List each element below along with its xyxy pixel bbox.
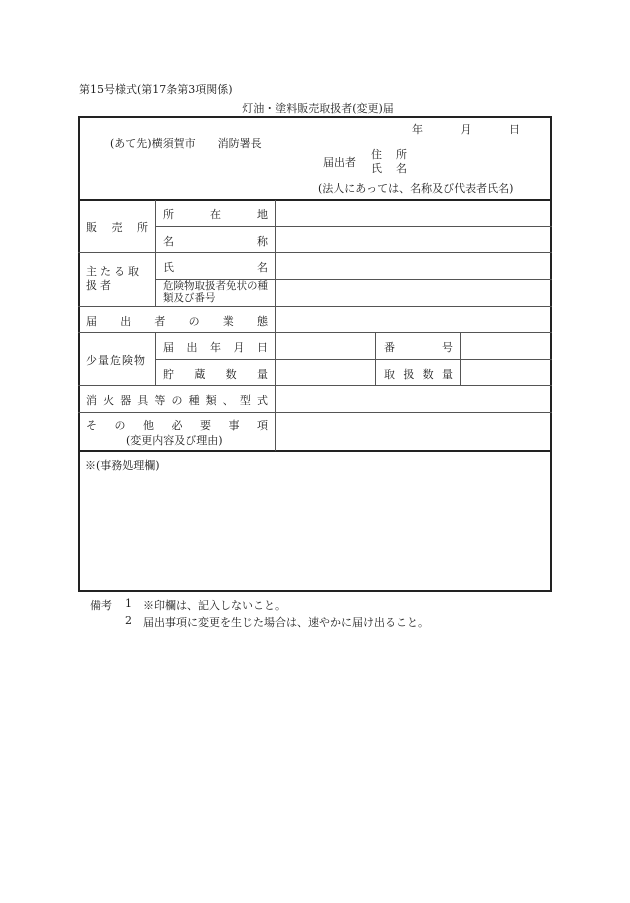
handler-name-input[interactable] <box>276 253 551 279</box>
other-sublabel: (変更内容及び理由) <box>126 434 223 447</box>
handler-name-label: 氏 名 <box>163 261 268 274</box>
number-label: 番 号 <box>384 341 453 354</box>
notes-label: 備考 <box>90 599 112 612</box>
note-1-number: 1 <box>125 597 132 610</box>
form-title: 灯油・塗料販売取扱者(変更)届 <box>242 102 394 115</box>
note-2-number: 2 <box>125 614 132 627</box>
small-hazard-label: 少量危険物 <box>86 354 146 367</box>
location-label: 所 在 地 <box>163 208 268 221</box>
storage-qty-input[interactable] <box>276 360 374 385</box>
extinguisher-input[interactable] <box>276 386 551 412</box>
note-2-text: 届出事項に変更を生じた場合は、速やかに届け出ること。 <box>143 616 429 629</box>
note-1-text: ※印欄は、記入しないこと。 <box>143 599 286 612</box>
notify-date-input[interactable] <box>276 333 374 359</box>
month-label: 月 <box>460 123 472 136</box>
location-input[interactable] <box>276 200 551 226</box>
business-type-input[interactable] <box>276 307 551 332</box>
year-label: 年 <box>412 123 423 136</box>
day-label: 日 <box>509 123 520 136</box>
storage-qty-label: 貯 蔵 数 量 <box>163 368 268 381</box>
number-input[interactable] <box>461 333 551 359</box>
main-handler-label: 主たる取扱者 <box>86 265 142 292</box>
address-label: 住 所 <box>371 148 407 161</box>
office-use-label: ※(事務処理欄) <box>85 459 160 472</box>
extinguisher-label: 消 火 器 具 等 の 種 類 、 型 式 <box>86 394 268 407</box>
handling-qty-label: 取 扱 数 量 <box>384 368 453 381</box>
office-use-area[interactable] <box>80 470 550 590</box>
other-input[interactable] <box>276 413 551 450</box>
applicant-input[interactable] <box>402 146 547 174</box>
sales-name-label: 名 称 <box>163 235 268 248</box>
business-type-label: 届 出 者 の 業 態 <box>86 315 268 328</box>
name-label: 氏 名 <box>371 162 407 175</box>
form-number: 第15号様式(第17条第3項関係) <box>79 83 233 96</box>
date-field[interactable] <box>412 121 520 137</box>
handling-qty-input[interactable] <box>461 360 551 385</box>
other-label: そ の 他 必 要 事 項 <box>86 419 268 432</box>
sales-name-input[interactable] <box>276 227 551 252</box>
license-label: 危険物取扱者免状の種類及び番号 <box>163 280 268 304</box>
sales-office-label: 販 売 所 <box>86 221 148 234</box>
notify-date-label: 届 出 年 月 日 <box>163 341 268 354</box>
addressee: (あて先)横須賀市 消防署長 <box>110 137 262 150</box>
applicant-label: 届出者 <box>323 156 356 169</box>
corporate-note: (法人にあっては、名称及び代表者氏名) <box>318 182 514 195</box>
license-input[interactable] <box>276 280 551 306</box>
